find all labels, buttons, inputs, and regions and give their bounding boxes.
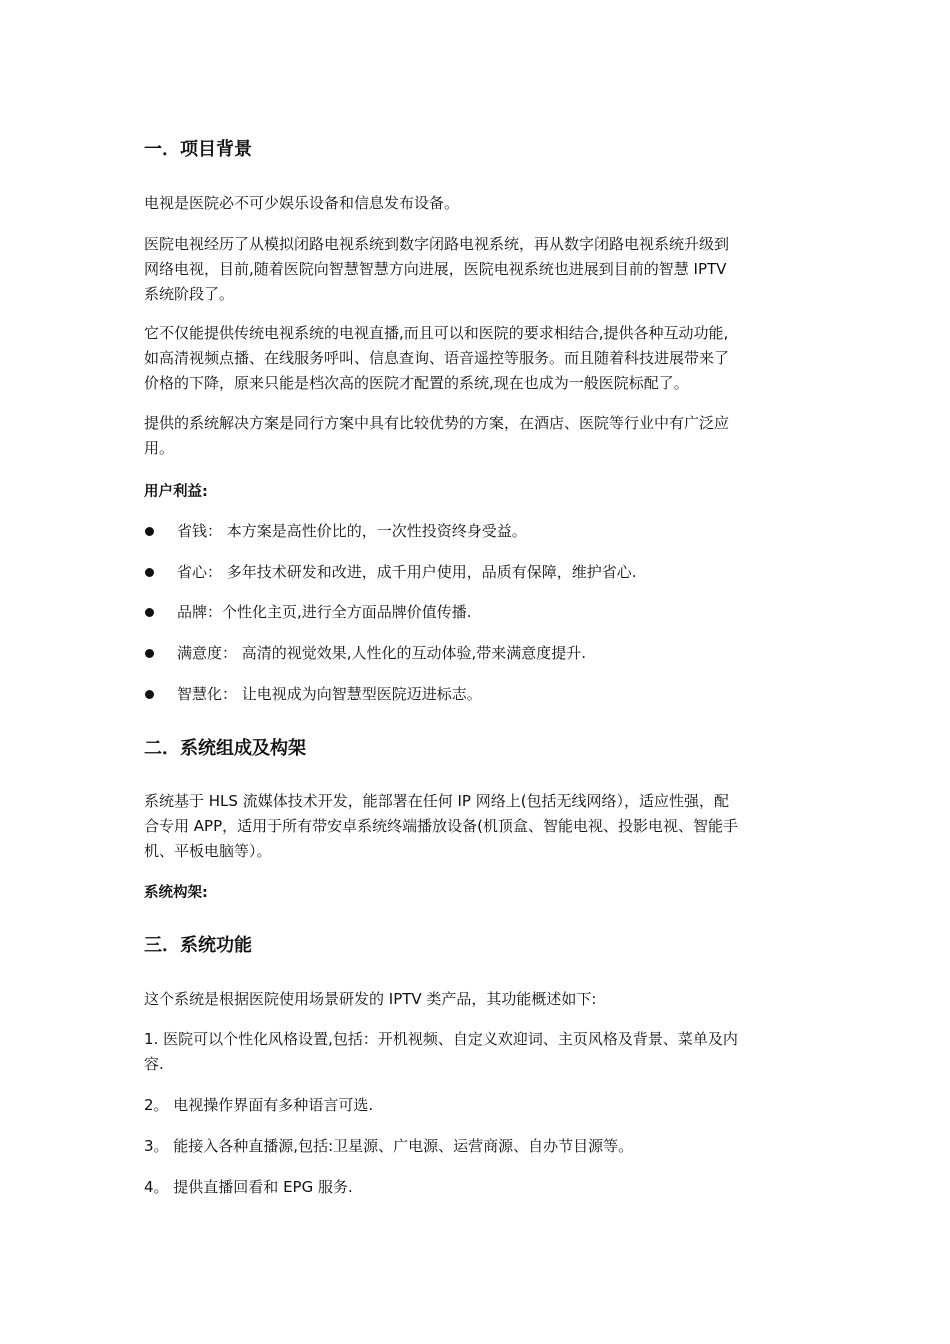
paragraph-intro (144, 191, 808, 216)
paragraph-solution (144, 411, 808, 461)
text-line: 4。 提供直播回看和 EPG 服务. (144, 1178, 353, 1196)
text-line: 这个系统是根据医院使用场景研发的 IPTV 类产品，其功能概述如下: (144, 990, 597, 1008)
bullet-dot-icon (145, 690, 154, 699)
benefit-list-item (144, 560, 808, 585)
text-line: 系统基于 HLS 流媒体技术开发，能部署在任何 IP 网络上(包括无线网络），适应性强，配 (144, 792, 730, 810)
section-heading-project-background: 一．项目背景 (144, 139, 252, 160)
text-line: 合专用 APP，适用于所有带安卓系统终端播放设备(机顶盒、智能电视、投影电视、智能手 (144, 817, 738, 835)
text-line: 价格的下降，原来只能是档次高的医院才配置的系统,现在也成为一般医院标配了。 (144, 374, 689, 392)
text-line: 网络电视，目前,随着医院向智慧智慧方向进展，医院电视系统也进展到目前的智慧 IPTV (144, 260, 727, 278)
bullet-dot-icon (145, 649, 154, 658)
text-line: 它不仅能提供传统电视系统的电视直播,而且可以和医院的要求相结合,提供各种互动功能, (144, 324, 729, 342)
benefit-text: 省钱： 本方案是高性价比的，一次性投资终身受益。 (177, 522, 527, 540)
subheading-user-benefits: 用户利益: (144, 484, 208, 500)
text-line: 容. (144, 1055, 164, 1073)
text-line: 3。 能接入各种直播源,包括:卫星源、广电源、运营商源、自办节目源等。 (144, 1137, 634, 1155)
text-line: 系统阶段了。 (144, 285, 235, 303)
benefit-text: 满意度： 高清的视觉效果,人性化的互动体验,带来满意度提升. (177, 644, 587, 662)
paragraph-functions-intro (144, 987, 808, 1012)
paragraph-features (144, 321, 808, 396)
section-heading-system-functions: 三．系统功能 (144, 935, 252, 956)
bullet-dot-icon (145, 608, 154, 617)
section-heading-system-architecture: 二．系统组成及构架 (144, 738, 306, 759)
text-line: 2。 电视操作界面有多种语言可选. (144, 1096, 374, 1114)
text-line: 用。 (144, 439, 175, 457)
benefit-list-item (144, 641, 808, 666)
function-item-1 (144, 1027, 808, 1077)
benefit-list-item (144, 600, 808, 625)
text-line: 医院电视经历了从模拟闭路电视系统到数字闭路电视系统，再从数字闭路电视系统升级到 (144, 235, 730, 253)
function-item-2 (144, 1093, 808, 1118)
bullet-dot-icon (145, 527, 154, 536)
bullet-dot-icon (145, 568, 154, 577)
benefit-text: 品牌：个性化主页,进行全方面品牌价值传播. (177, 603, 472, 621)
benefit-text: 省心： 多年技术研发和改进，成千用户使用，品质有保障，维护省心. (177, 563, 637, 581)
text-line: 提供的系统解决方案是同行方案中具有比较优势的方案，在酒店、医院等行业中有广泛应 (144, 414, 730, 432)
paragraph-history (144, 232, 808, 307)
text-line: 电视是医院必不可少娱乐设备和信息发布设备。 (144, 194, 460, 212)
text-line: 如高清视频点播、在线服务呼叫、信息查询、语音遥控等服务。而且随着科技进展带来了 (144, 349, 730, 367)
benefit-list-item (144, 519, 808, 544)
paragraph-system-basis (144, 789, 808, 864)
function-item-3 (144, 1134, 808, 1159)
benefit-text: 智慧化： 让电视成为向智慧型医院迈进标志。 (177, 685, 482, 703)
text-line: 1. 医院可以个性化风格设置,包括：开机视频、自定义欢迎词、主页风格及背景、菜单及内 (144, 1030, 738, 1048)
benefit-list-item (144, 682, 808, 707)
subheading-system-architecture: 系统构架: (144, 885, 208, 901)
function-item-4 (144, 1175, 808, 1200)
text-line: 机、平板电脑等）。 (144, 842, 272, 860)
